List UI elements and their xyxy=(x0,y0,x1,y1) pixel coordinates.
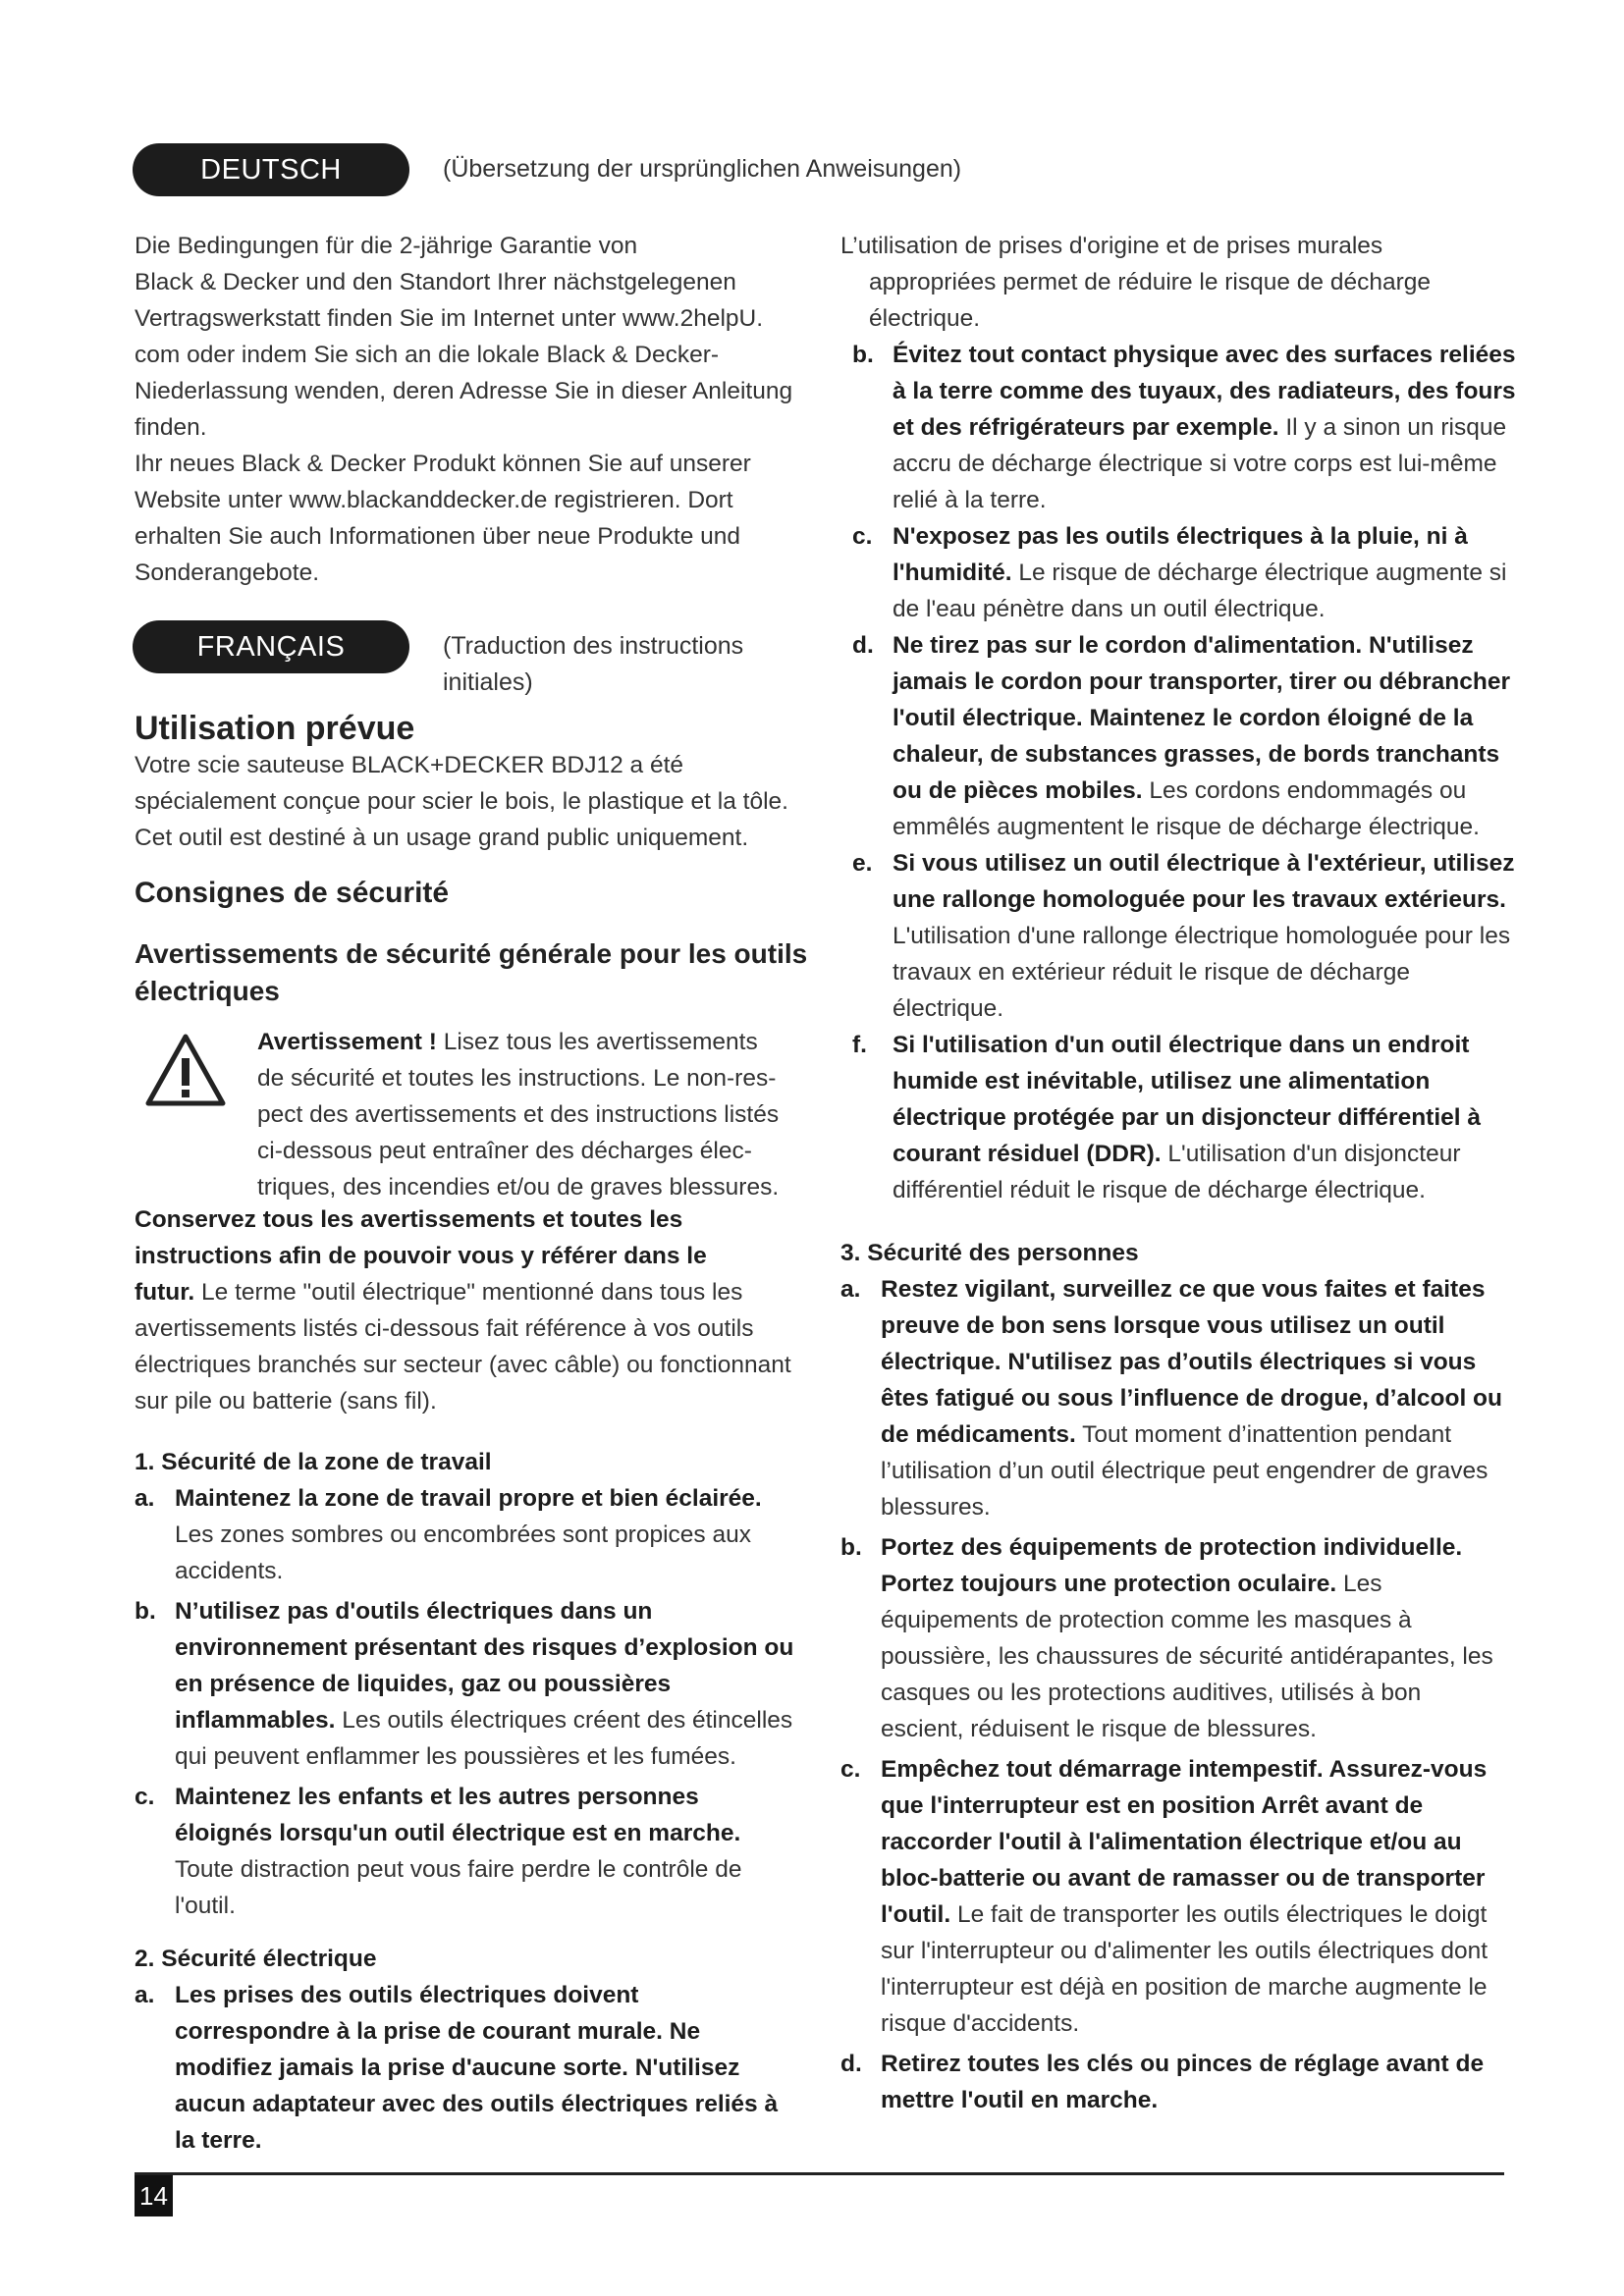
electrical-safety-continued xyxy=(840,228,1520,1208)
list-item: b. Évitez tout contact physique avec des surfaces reliées à la terre comme des tuyaux, des radiateurs, des fours et des réfrigérateurs par exemple. Il y a sinon un risque accru de décharge électrique si votre corps est lui-même relié à la terre. xyxy=(852,342,1516,513)
page-number: 14 xyxy=(135,2175,173,2216)
list-item: b. Portez des équipements de protection individuelle. Portez toujours une protection oculaire. Les équipements de protection comme les masques à poussière, les chaussures de sécurité antidérapantes, les casques ou les protections auditives, utilisés à bon escient, réduisent le risque de blessures. xyxy=(840,1534,1493,1742)
list-item: a. Maintenez la zone de travail propre et bien éclairée. Les zones sombres ou encombrées sont propices aux accidents. xyxy=(135,1485,762,1584)
keep-instructions-text: Conservez tous les avertissements et toutes les instructions afin de pouvoir vous y référer dans le futur. Le terme "outil électrique" mentionné dans tous les avertissements listés ci-dessous fait référence à vos outils électriques branchés sur secteur (avec câble) ou fonctionnant sur pile ou batterie (sans fil). xyxy=(135,1206,791,1415)
list-item: f. Si l'utilisation d'un outil électrique dans un endroit humide est inévitable, utilisez une alimentation électrique protégée par un disjoncteur différentiel à courant résiduel (DDR). L'utilisation d'un disjoncteur différentiel réduit le risque de décharge électrique. xyxy=(852,1032,1482,1203)
footer-divider xyxy=(135,2172,1504,2175)
intended-use-title: Utilisation prévue xyxy=(135,710,415,747)
francais-translation-note: (Traduction des instructions initiales) xyxy=(443,632,744,696)
general-warnings-heading: Avertissements de sécurité générale pour les outils électriques xyxy=(135,938,808,1006)
safety-section xyxy=(135,875,822,912)
list-item: L’utilisation de prises d'origine et de prises murales appropriées permet de réduire le risque de décharge électrique. xyxy=(840,233,1432,332)
deutsch-warranty-text: Die Bedingungen für die 2-jährige Garantie von Black & Decker und den Standort Ihrer nächstgelegenen Vertragswerkstatt finden Sie im Internet unter www.2helpU. com oder indem Sie sich an die lokale Black & Decker- Niederlassung wenden, deren Adresse Sie in dieser Anleitung finden. Ihr neues Black & Decker Produkt können Sie auf unserer Website unter www.blackanddecker.de registrieren. Dort erhalten Sie auch Informationen über neue Produkte und Sonderangebote. xyxy=(135,233,793,586)
electrical-safety-section xyxy=(135,1941,822,2159)
work-area-safety-title: 1. Sécurité de la zone de travail xyxy=(135,1449,492,1475)
list-item: d. Retirez toutes les clés ou pinces de réglage avant de mettre l'outil en marche. xyxy=(840,2051,1485,2113)
list-item: b. N’utilisez pas d'outils électriques dans un environnement présentant des risques d’explosion ou en présence de liquides, gaz ou poussières inflammables. Les outils électriques créent des étincelles qui peuvent enflammer les poussières et les fumées. xyxy=(135,1598,794,1770)
francais-language-badge: FRANÇAIS xyxy=(133,620,409,673)
list-item: d. Ne tirez pas sur le cordon d'alimentation. N'utilisez jamais le cordon pour transporter, tirer ou débrancher l'outil électrique. Maintenez le cordon éloigné de la chaleur, de substances grasses, de bords tranchants ou de pièces mobiles. Les cordons endommagés ou emmêlés augmentent le risque de décharge électrique. xyxy=(852,632,1510,840)
work-area-safety-section xyxy=(135,1444,822,1924)
safety-title: Consignes de sécurité xyxy=(135,877,450,909)
deutsch-translation-note: (Übersetzung der ursprünglichen Anweisungen) xyxy=(443,155,962,183)
personal-safety-title: 3. Sécurité des personnes xyxy=(840,1240,1139,1266)
list-item: c. Maintenez les enfants et les autres personnes éloignés lorsqu'un outil électrique est en marche. Toute distraction peut vous faire perdre le contrôle de l'outil. xyxy=(135,1784,742,1919)
list-item: a. Restez vigilant, surveillez ce que vous faites et faites preuve de bon sens lorsque vous utilisez un outil électrique. N'utilisez pas d’outils électriques si vous êtes fatigué ou sous l’influence de drogue, d’alcool ou de médicaments. Tout moment d’inattention pendant l’utilisation d’un outil électrique peut engendrer de graves blessures. xyxy=(840,1276,1502,1521)
list-item: c. N'exposez pas les outils électriques à la pluie, ni à l'humidité. Le risque de décharge électrique augmente si de l'eau pénètre dans un outil électrique. xyxy=(852,523,1507,622)
deutsch-language-badge: DEUTSCH xyxy=(133,143,409,196)
warning-text: Avertissement ! Lisez tous les avertissements de sécurité et toutes les instructions. Le non-res- pect des avertissements et des instructions listés ci-dessous peut entraîner des décharges élec- triques, des incendies et/ou de graves blessures. xyxy=(257,1029,780,1201)
electrical-safety-title: 2. Sécurité électrique xyxy=(135,1946,377,1972)
intended-use-section: Utilisation prévue Votre scie sauteuse BLACK+DECKER BDJ12 a été spécialement conçue pour scier le bois, le plastique et la tôle. Cet outil est destiné à un usage grand public uniquement. xyxy=(135,709,822,856)
list-item: c. Empêchez tout démarrage intempestif. Assurez-vous que l'interrupteur est en position Arrêt avant de raccorder l'outil à l'alimentation électrique et/ou au bloc-batterie ou avant de ramasser ou de transporter l'outil. Le fait de transporter les outils électriques le doigt sur l'interrupteur ou d'alimenter les outils électriques dont l'interrupteur est déjà en position de marche augmente le risque d'accidents. xyxy=(840,1756,1489,2037)
warning-triangle-icon xyxy=(144,1033,227,1107)
list-item: e. Si vous utilisez un outil électrique à l'extérieur, utilisez une rallonge homologuée pour les travaux extérieurs. L'utilisation d'une rallonge électrique homologuée pour les travaux en extérieur réduit le risque de décharge électrique. xyxy=(852,850,1515,1022)
personal-safety-section xyxy=(840,1235,1520,2118)
list-item: a. Les prises des outils électriques doivent correspondre à la prise de courant murale. Ne modifiez jamais la prise d'aucune sorte. N'utilisez aucun adaptateur avec des outils électriques reliés à la terre. xyxy=(135,1982,779,2154)
